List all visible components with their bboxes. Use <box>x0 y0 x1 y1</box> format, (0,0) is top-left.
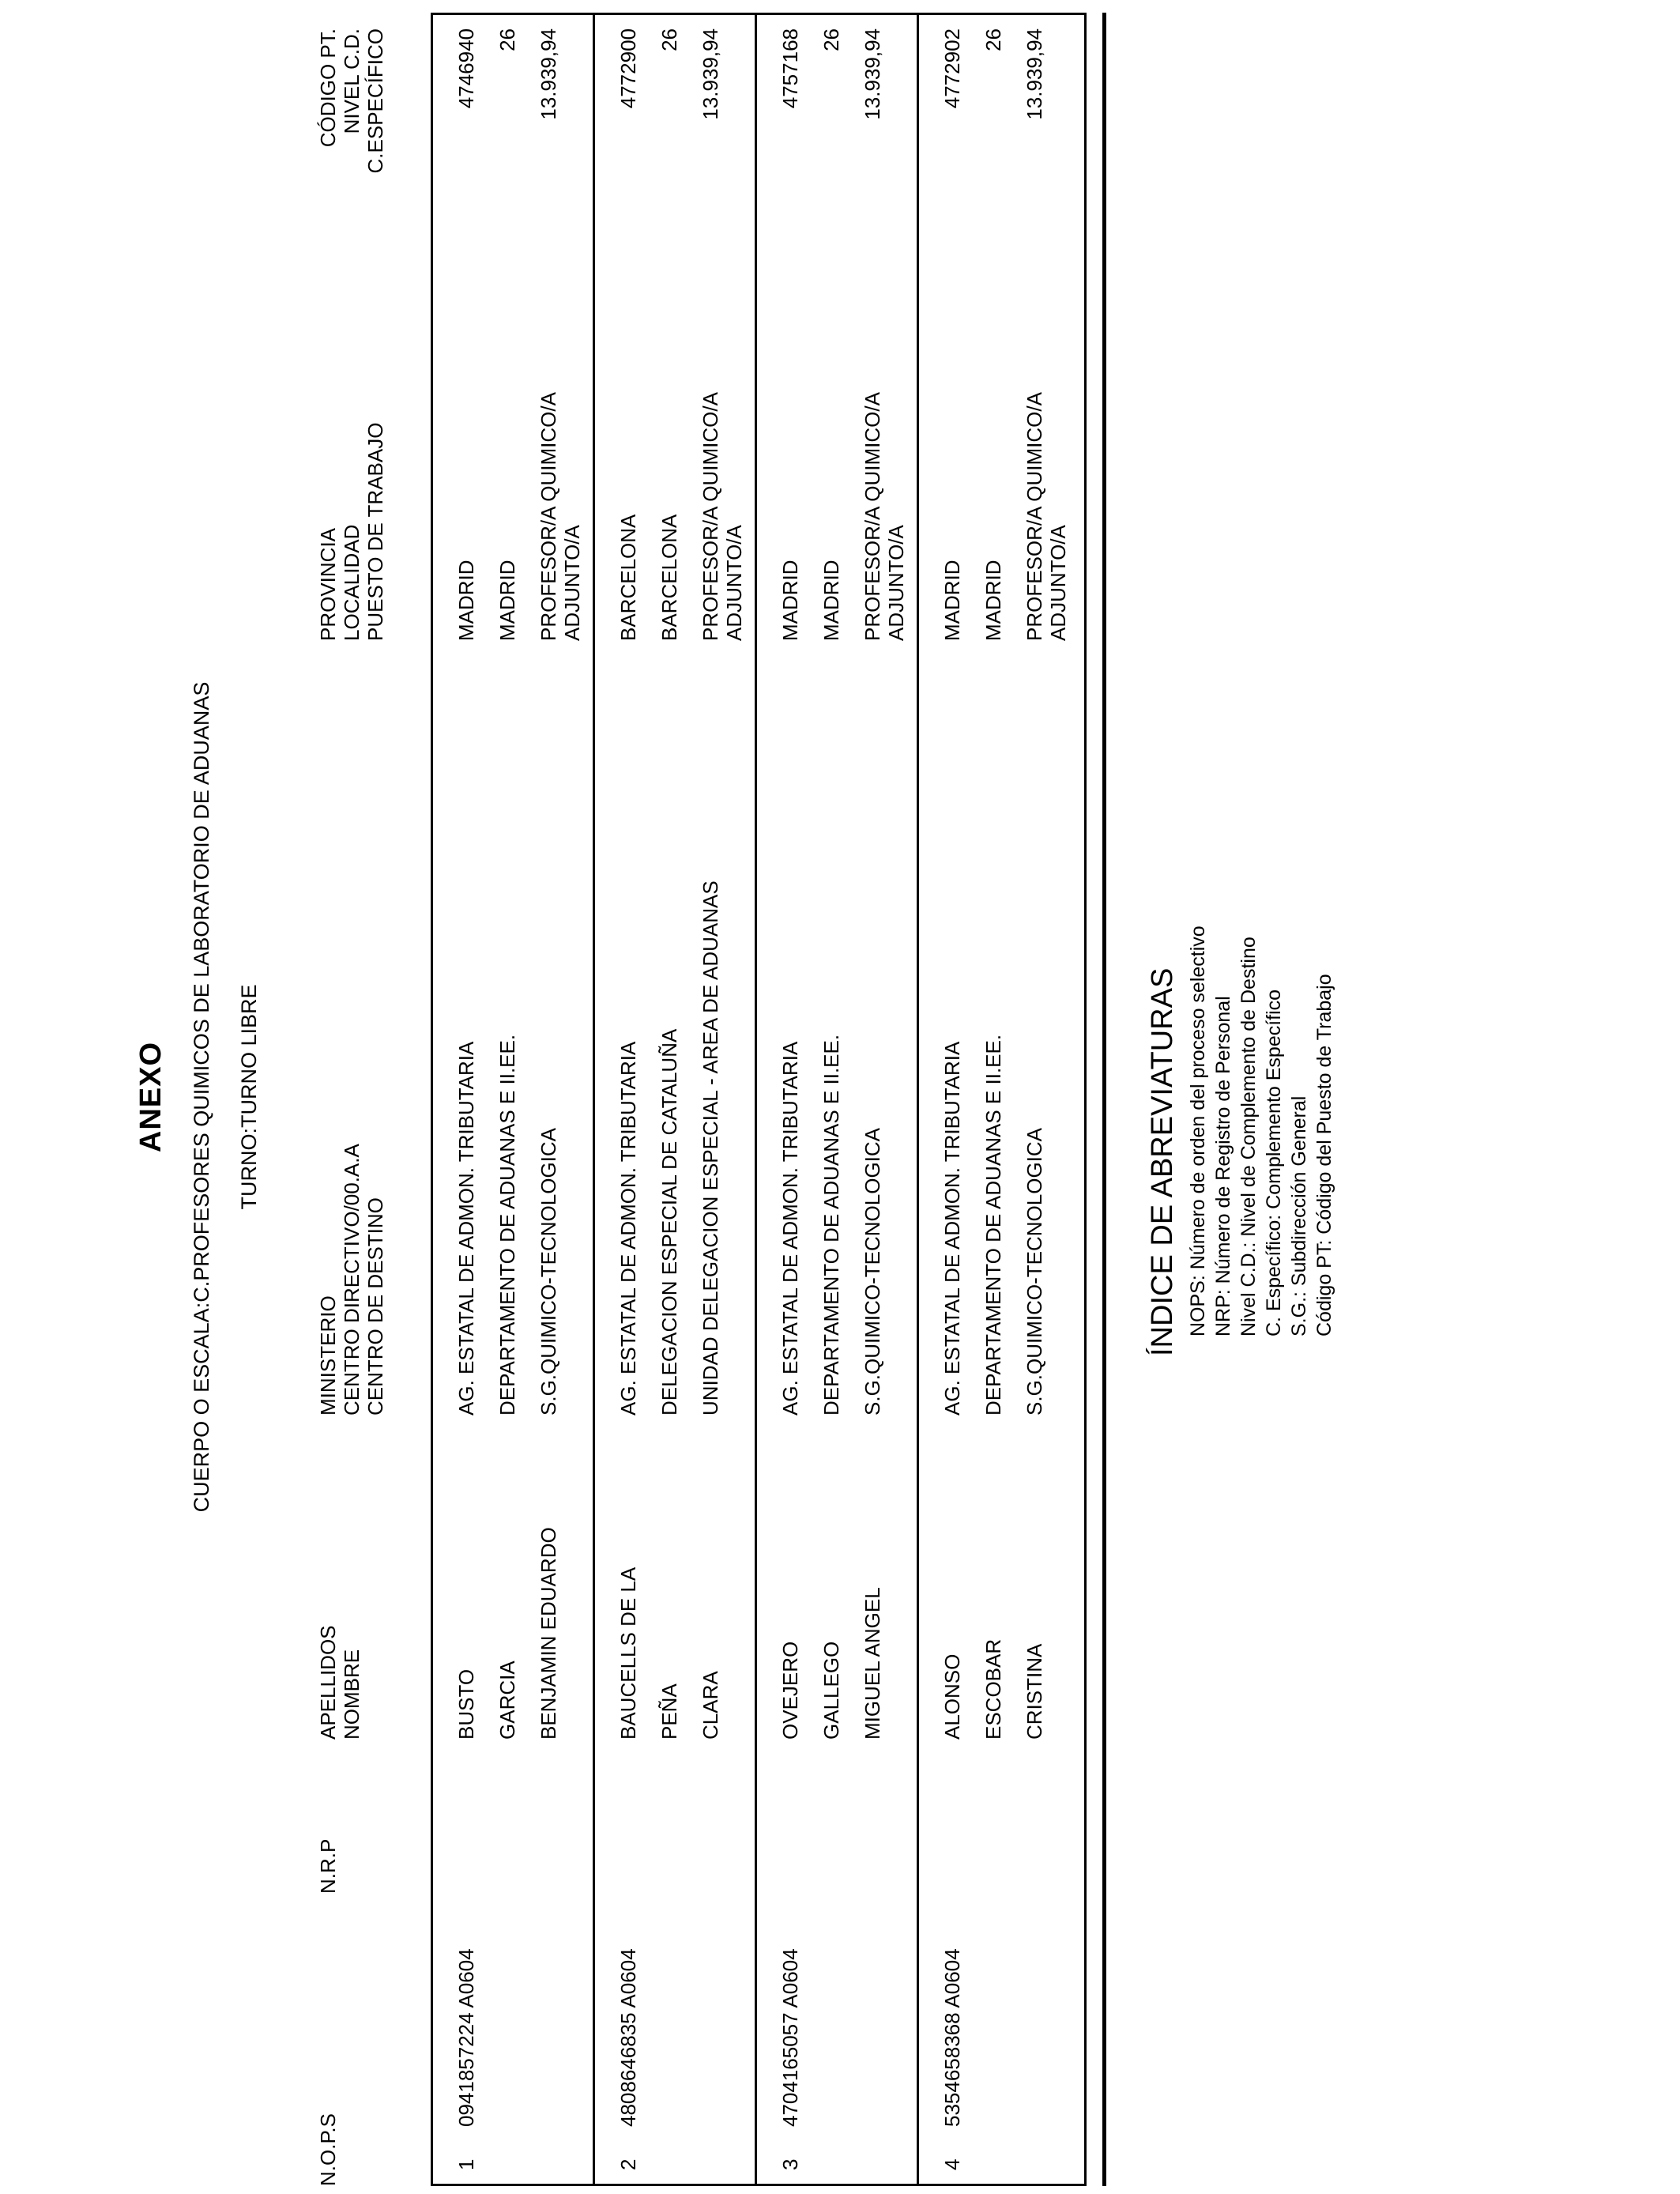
cell-centro-directivo: DEPARTAMENTO DE ADUANAS E II.EE. <box>981 1034 1005 1416</box>
cell-nops: 1 <box>454 2158 478 2170</box>
cell-c-especifico: 13.939,94 <box>537 28 560 120</box>
abbreviation-item: S.G.: Subdirección General <box>1288 1095 1310 1336</box>
cell-ministerio: AG. ESTATAL DE ADMON. TRIBUTARIA <box>616 1041 640 1416</box>
cell-apellido1: BUSTO <box>454 1668 478 1740</box>
cell-centro-destino: S.G.QUIMICO-TECNOLOGICA <box>537 1127 560 1416</box>
cell-puesto: PROFESOR/A QUIMICO/A ADJUNTO/A <box>537 392 584 641</box>
abbreviation-item: Código PT: Código del Puesto de Trabajo <box>1313 974 1335 1336</box>
cell-puesto: PROFESOR/A QUIMICO/A ADJUNTO/A <box>1023 392 1070 641</box>
bottom-rule <box>1102 13 1106 2186</box>
cell-nrp: 0941857224 A0604 <box>454 1948 478 2127</box>
cell-codigo-pt: 4757168 <box>778 28 802 109</box>
turno: TURNO:TURNO LIBRE <box>237 984 261 1210</box>
cell-nombre: CLARA <box>699 1671 722 1740</box>
cell-nivel-cd: 26 <box>819 28 843 51</box>
cell-nivel-cd: 26 <box>657 28 681 51</box>
cell-centro-directivo: DEPARTAMENTO DE ADUANAS E II.EE. <box>495 1034 519 1416</box>
cell-puesto: PROFESOR/A QUIMICO/A ADJUNTO/A <box>699 392 746 641</box>
cell-nops: 4 <box>940 2158 964 2170</box>
cell-provincia: MADRID <box>454 560 478 641</box>
cell-provincia: MADRID <box>778 560 802 641</box>
cell-apellido1: BAUCELLS DE LA <box>616 1566 640 1740</box>
cell-provincia: BARCELONA <box>616 514 640 641</box>
cell-codigo-pt: 4772900 <box>616 28 640 109</box>
col-header-provincia: PROVINCIA LOCALIDAD PUESTO DE TRABAJO <box>316 422 387 641</box>
cuerpo-escala: CUERPO O ESCALA:C.PROFESORES QUIMICOS DE LABORATORIO DE ADUANAS <box>190 681 213 1513</box>
col-header-codigo: CÓDIGO PT. NIVEL C.D. C.ESPECÍFICO <box>316 28 387 174</box>
row-divider <box>755 13 757 2186</box>
col-header-ministerio: MINISTERIO CENTRO DIRECTIVO/00.A.A CENTRO DE DESTINO <box>316 1144 387 1416</box>
cell-nrp: 4808646835 A0604 <box>616 1948 640 2127</box>
cell-apellido2: GARCIA <box>495 1661 519 1740</box>
cell-localidad: MADRID <box>819 560 843 641</box>
cell-nrp: 4704165057 A0604 <box>778 1948 802 2127</box>
abbreviations-title: ÍNDICE DE ABREVIATURAS <box>1146 967 1179 1356</box>
abbreviation-item: Nivel C.D.: Nivel de Complemento de Destino <box>1237 937 1260 1336</box>
cell-provincia: MADRID <box>940 560 964 641</box>
cell-localidad: BARCELONA <box>657 514 681 641</box>
document-title: ANEXO <box>134 1041 168 1153</box>
cell-nombre: CRISTINA <box>1023 1643 1046 1740</box>
cell-apellido1: OVEJERO <box>778 1641 802 1740</box>
cell-nombre: MIGUEL ANGEL <box>861 1587 884 1740</box>
cell-localidad: MADRID <box>495 560 519 641</box>
abbreviation-item: C. Específico: Complemento Específico <box>1263 989 1285 1336</box>
cell-nops: 2 <box>616 2158 640 2170</box>
cell-nrp: 5354658368 A0604 <box>940 1948 964 2127</box>
cell-c-especifico: 13.939,94 <box>699 28 722 120</box>
cell-centro-directivo: DELEGACION ESPECIAL DE CATALUÑA <box>657 1028 681 1416</box>
cell-localidad: MADRID <box>981 560 1005 641</box>
cell-centro-destino: S.G.QUIMICO-TECNOLOGICA <box>1023 1127 1046 1416</box>
abbreviation-item: NOPS: Número de orden del proceso selectivo <box>1187 925 1209 1336</box>
cell-puesto: PROFESOR/A QUIMICO/A ADJUNTO/A <box>861 392 908 641</box>
cell-ministerio: AG. ESTATAL DE ADMON. TRIBUTARIA <box>778 1041 802 1416</box>
cell-centro-destino: S.G.QUIMICO-TECNOLOGICA <box>861 1127 884 1416</box>
row-divider <box>917 13 919 2186</box>
col-header-nops: N.O.P.S <box>316 2113 340 2186</box>
cell-apellido1: ALONSO <box>940 1653 964 1740</box>
cell-ministerio: AG. ESTATAL DE ADMON. TRIBUTARIA <box>940 1041 964 1416</box>
cell-nombre: BENJAMIN EDUARDO <box>537 1527 560 1740</box>
cell-ministerio: AG. ESTATAL DE ADMON. TRIBUTARIA <box>454 1041 478 1416</box>
col-header-nrp: N.R.P <box>316 1838 340 1894</box>
cell-nops: 3 <box>778 2158 802 2170</box>
cell-centro-directivo: DEPARTAMENTO DE ADUANAS E II.EE. <box>819 1034 843 1416</box>
abbreviation-item: NRP: Número de Registro de Personal <box>1212 996 1234 1336</box>
cell-codigo-pt: 4772902 <box>940 28 964 109</box>
cell-apellido2: GALLEGO <box>819 1641 843 1740</box>
row-divider <box>593 13 595 2186</box>
cell-apellido2: ESCOBAR <box>981 1638 1005 1740</box>
cell-apellido2: PEÑA <box>657 1683 681 1740</box>
cell-nivel-cd: 26 <box>495 28 519 51</box>
col-header-apellidos: APELLIDOS NOMBRE <box>316 1625 363 1740</box>
cell-codigo-pt: 4746940 <box>454 28 478 109</box>
cell-c-especifico: 13.939,94 <box>1023 28 1046 120</box>
cell-centro-destino: UNIDAD DELEGACION ESPECIAL - AREA DE ADUANAS <box>699 880 722 1416</box>
cell-c-especifico: 13.939,94 <box>861 28 884 120</box>
cell-nivel-cd: 26 <box>981 28 1005 51</box>
